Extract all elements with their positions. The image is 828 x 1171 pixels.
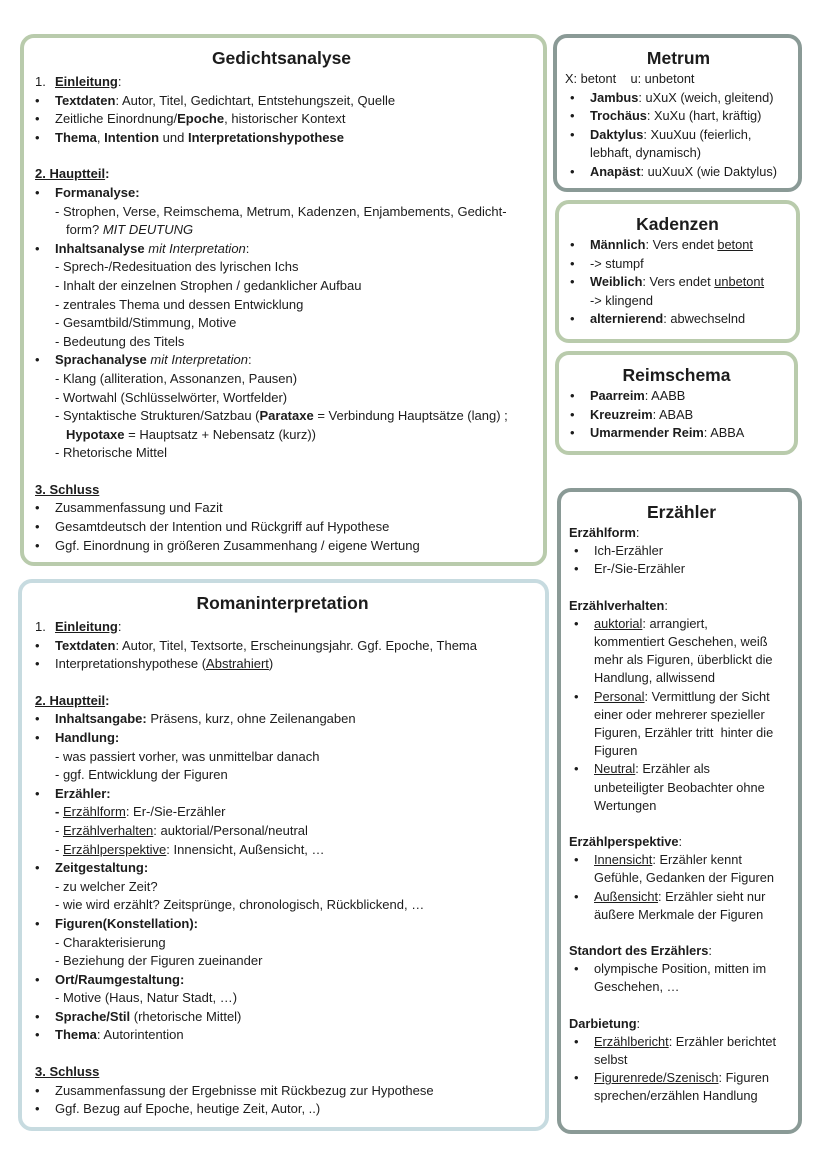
list-item: • Ggf. Bezug auf Epoche, heutige Zeit, Autor, ..) — [30, 1100, 535, 1119]
list-item-cont: Geschehen, … — [594, 979, 680, 995]
sub-item: - Sprech-/Redesituation des lyrischen Ichs — [55, 259, 299, 275]
sub-item: - Rhetorische Mittel — [55, 445, 167, 461]
list-item-cont: Figuren, Erzähler tritt hinter die — [594, 725, 774, 741]
list-item-cont: äußere Merkmale der Figuren — [594, 906, 764, 922]
list-item: • Handlung: — [30, 729, 535, 748]
einleitung-heading: 1. Einleitung: — [35, 619, 122, 634]
sub-item: - Gesamtbild/Stimmung, Motive — [55, 315, 237, 331]
list-item-cont: lebhaft, dynamisch) — [590, 145, 701, 161]
erzaehler-title: Erzähler — [646, 502, 717, 522]
list-item-cont: unbeteiligter Beobachter ohne — [594, 779, 765, 795]
list-item: • Weiblich: Vers endet unbetont — [565, 273, 790, 292]
sub-item: - Charakterisierung — [55, 934, 166, 950]
list-item: • Männlich: Vers endet betont — [565, 236, 790, 255]
list-item: • Ggf. Einordnung in größeren Zusammenhang / eigene Wertung — [30, 537, 533, 556]
list-item: • Neutral: Erzähler als — [569, 760, 794, 778]
sub-item: - Syntaktische Strukturen/Satzbau (Parataxe = Verbindung Hauptsätze (lang) ; — [55, 408, 508, 424]
sub-item: - ggf. Entwicklung der Figuren — [55, 767, 228, 783]
hauptteil-heading: 2. Hauptteil: — [35, 166, 110, 182]
sub-item: - zu welcher Zeit? — [55, 878, 158, 894]
list-item: • Zusammenfassung und Fazit — [30, 499, 533, 518]
sub-item: - Erzählperspektive: Innensicht, Außensicht, … — [55, 841, 325, 857]
list-item-cont: Wertungen — [594, 797, 657, 813]
gedichtsanalyse-title: Gedichtsanalyse — [211, 48, 352, 68]
list-item-cont: selbst — [594, 1052, 628, 1068]
section-heading: Darbietung: — [569, 1015, 641, 1031]
list-item: • Gesamtdeutsch der Intention und Rückgriff auf Hypothese — [30, 518, 533, 537]
metrum-legend: X: betont u: unbetont — [565, 71, 695, 86]
list-item: • auktorial: arrangiert, — [569, 615, 794, 633]
sub-item: - Motive (Haus, Natur Stadt, …) — [55, 990, 238, 1006]
list-item: • Ich-Erzähler — [569, 542, 794, 560]
list-item: • Zusammenfassung der Ergebnisse mit Rückbezug zur Hypothese — [30, 1082, 535, 1101]
sub-item: - was passiert vorher, was unmittelbar danach — [55, 748, 320, 764]
list-item: • alternierend: abwechselnd — [565, 310, 790, 329]
sub-item: - zentrales Thema und dessen Entwicklung — [55, 296, 304, 312]
romaninterpretation-panel — [18, 579, 549, 1131]
section-heading: Erzählperspektive: — [569, 834, 683, 850]
list-item: • Thema, Intention und Interpretationshypothese — [30, 129, 533, 148]
reimschema-panel — [555, 351, 798, 455]
list-item: • Thema: Autorintention — [30, 1026, 535, 1045]
metrum-title: Metrum — [646, 48, 711, 68]
sub-item: - Wortwahl (Schlüsselwörter, Wortfelder) — [55, 389, 288, 405]
list-item: • Erzählbericht: Erzähler berichtet — [569, 1033, 794, 1051]
sub-item: - Inhalt der einzelnen Strophen / gedanklicher Aufbau — [55, 277, 362, 293]
einleitung-heading: 1. Einleitung: — [35, 74, 122, 89]
list-item: • Textdaten: Autor, Titel, Textsorte, Erscheinungsjahr. Ggf. Epoche, Thema — [30, 637, 535, 656]
list-item: • Erzähler: — [30, 785, 535, 804]
list-item: • olympische Position, mitten im — [569, 960, 794, 978]
list-item: • Jambus: uXuX (weich, gleitend) — [565, 89, 792, 108]
section-heading: Erzählform: — [569, 525, 640, 540]
list-item-cont: Gefühle, Gedanken der Figuren — [594, 870, 774, 886]
metrum-panel — [553, 34, 802, 192]
list-item: • Textdaten: Autor, Titel, Gedichtart, Entstehungszeit, Quelle — [30, 92, 533, 111]
sub-item: - Erzählform: Er-/Sie-Erzähler — [55, 804, 226, 820]
list-item: • Inhaltsanalyse mit Interpretation: — [30, 240, 533, 259]
sub-item: - Bedeutung des Titels — [55, 333, 185, 349]
list-item: • Zeitliche Einordnung/Epoche, historischer Kontext — [30, 110, 533, 129]
list-item: • Daktylus: XuuXuu (feierlich, — [565, 126, 792, 145]
list-item: • Personal: Vermittlung der Sicht — [569, 688, 794, 706]
sub-item: form? MIT DEUTUNG — [66, 222, 194, 238]
schluss-heading: 3. Schluss — [35, 1064, 100, 1080]
list-item: • Außensicht: Erzähler sieht nur — [569, 888, 794, 906]
list-item: • Interpretationshypothese (Abstrahiert) — [30, 655, 535, 674]
sub-item: - Klang (alliteration, Assonanzen, Pausen) — [55, 370, 298, 386]
schluss-heading: 3. Schluss — [35, 481, 100, 497]
list-item: • Formanalyse: — [30, 184, 533, 203]
kadenzen-title: Kadenzen — [636, 214, 719, 234]
sub-item: - Erzählverhalten: auktorial/Personal/neutral — [55, 822, 308, 838]
list-item: • Inhaltsangabe: Präsens, kurz, ohne Zeilenangaben — [30, 710, 535, 729]
list-item-cont: -> klingend — [590, 292, 653, 308]
gedichtsanalyse-panel — [20, 34, 547, 566]
list-item-cont: Figuren — [594, 743, 638, 759]
list-item-cont: einer oder mehrerer spezieller — [594, 706, 765, 722]
list-item-cont: kommentiert Geschehen, weiß — [594, 634, 768, 650]
section-heading: Standort des Erzählers: — [569, 943, 712, 959]
kadenzen-panel — [555, 200, 800, 343]
list-item: • Ort/Raumgestaltung: — [30, 971, 535, 990]
reimschema-title: Reimschema — [622, 365, 731, 385]
list-item: • Figuren(Konstellation): — [30, 915, 535, 934]
list-item: • Er-/Sie-Erzähler — [569, 560, 794, 578]
list-item-cont: mehr als Figuren, überblickt die — [594, 652, 773, 668]
sub-item: - Strophen, Verse, Reimschema, Metrum, Kadenzen, Enjambements, Gedicht- — [55, 203, 507, 219]
list-item: • Paarreim: AABB — [565, 387, 788, 406]
sub-item: - wie wird erzählt? Zeitsprünge, chronologisch, Rückblickend, … — [55, 897, 425, 913]
list-item: • Zeitgestaltung: — [30, 859, 535, 878]
list-item: • Anapäst: uuXuuX (wie Daktylus) — [565, 163, 792, 182]
hauptteil-heading: 2. Hauptteil: — [35, 692, 110, 708]
list-item: • Trochäus: XuXu (hart, kräftig) — [565, 107, 792, 126]
list-item: • Sprachanalyse mit Interpretation: — [30, 351, 533, 370]
sub-item: - Beziehung der Figuren zueinander — [55, 953, 263, 969]
list-item: • Innensicht: Erzähler kennt — [569, 851, 794, 869]
section-heading: Erzählverhalten: — [569, 597, 668, 613]
list-item: • -> stumpf — [565, 255, 790, 274]
sub-item: Hypotaxe = Hauptsatz + Nebensatz (kurz)) — [66, 426, 317, 442]
erzaehler-panel — [557, 488, 802, 1134]
list-item: • Kreuzreim: ABAB — [565, 406, 788, 425]
list-item: • Umarmender Reim: ABBA — [565, 424, 788, 443]
list-item: • Figurenrede/Szenisch: Figuren — [569, 1069, 794, 1087]
list-item-cont: Handlung, allwissend — [594, 670, 715, 686]
list-item-cont: sprechen/erzählen Handlung — [594, 1088, 758, 1104]
list-item: • Sprache/Stil (rhetorische Mittel) — [30, 1008, 535, 1027]
romaninterpretation-title: Romaninterpretation — [196, 593, 369, 613]
